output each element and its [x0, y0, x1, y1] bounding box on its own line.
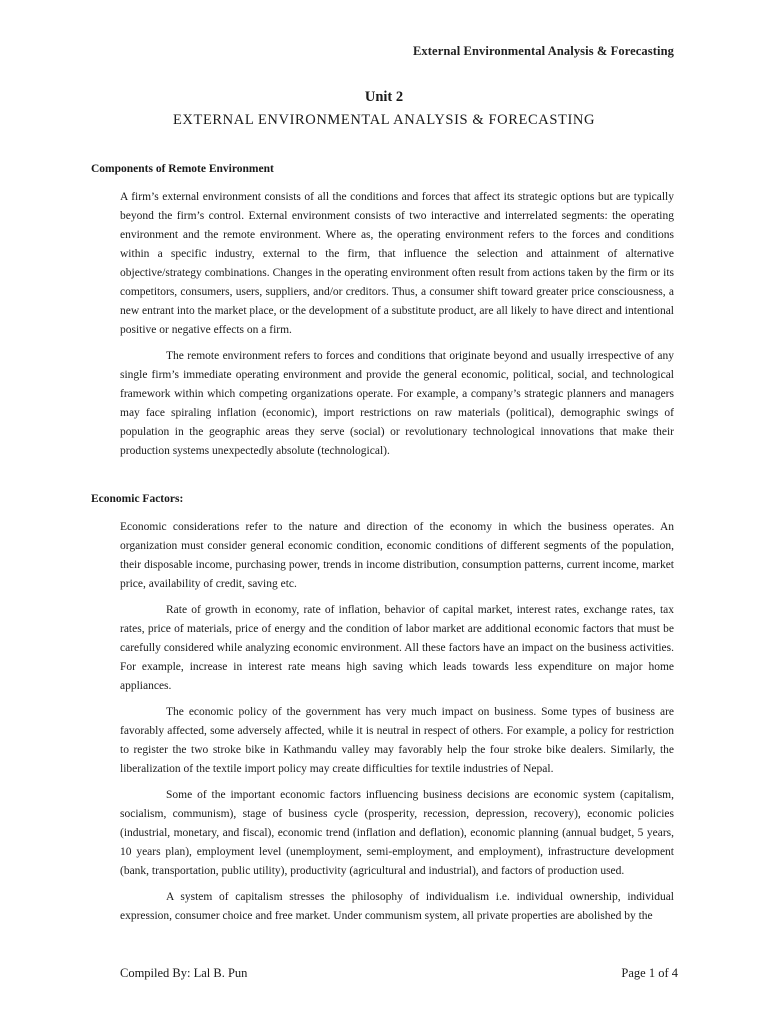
paragraph: The economic policy of the government has very much impact on business. Some types of business are favorably affected, some adversely affected, while it is neutral in respect of others. For example, a policy for restriction to register the two stroke bike in Kathmandu valley may favorably help the four stroke bike dealers. Similarly, the liberalization of the textile import policy may create difficulties for textile industries of Nepal.: [120, 706, 674, 775]
paragraph: Rate of growth in economy, rate of inflation, behavior of capital market, interest rates, exchange rates, tax rates, price of materials, price of energy and the condition of labor market are additional economic factors that must be carefully considered while analyzing economic environment. All these factors have an impact on the business activities. For example, increase in interest rate means high saving which leads towards less expenditure on major home appliances.: [120, 604, 674, 692]
page-title: EXTERNAL ENVIRONMENTAL ANALYSIS & FORECASTING: [172, 112, 596, 128]
paragraph: A system of capitalism stresses the philosophy of individualism i.e. individual ownership, individual expression, consumer choice and free market. Under communism system, all private properties are abolished by the: [120, 891, 674, 922]
paragraph: A firm’s external environment consists of all the conditions and forces that affect its strategic options but are typically beyond the firm’s control. External environment consists of two interactive and interrelated segments: the operating environment and the remote environment. Where as, the operating environment refers to the forces and conditions within a specific industry, external to the firm, that influence the selection and attainment of alternative objective/strategy combinations. Changes in the operating environment often result from actions taken by the firm or its competitors, consumers, users, suppliers, and/or creditors. Thus, a consumer shift toward greater price consciousness, a new entrant into the market place, or the development of a substitute product, are all likely to have direct and intentional positive or negative effects on a firm.: [120, 191, 674, 336]
footer-compiled-by: Compiled By: Lal B. Pun: [120, 966, 248, 980]
section-heading-economic: Economic Factors:: [91, 493, 184, 505]
paragraph: Some of the important economic factors influencing business decisions are economic system (capitalism, socialism, communism), stage of business cycle (prosperity, recession, depression, recovery), economic policies (industrial, monetary, and fiscal), economic trend (inflation and deflation), economic planning (annual budget, 5 years, 10 years plan), employment level (unemployment, semi-employment, and employment), infrastructure development (bank, transportation, public utility), productivity (agricultural and industrial), and factors of production used.: [120, 789, 674, 877]
paragraph: The remote environment refers to forces and conditions that originate beyond and usually irrespective of any single firm’s immediate operating environment and provide the general economic, political, social, and technological framework within which competing organizations operate. For example, a company’s strategic planners and managers may face spiraling inflation (economic), import restrictions on raw materials (political), demographic swings of population in the geographic areas they serve (social) or revolutionary technological innovations that make their production systems unexpectedly absolute (technological).: [120, 350, 674, 457]
running-header: External Environmental Analysis & Forecasting: [413, 44, 674, 58]
footer-page-number: Page 1 of 4: [621, 966, 678, 980]
paragraph: Economic considerations refer to the nature and direction of the economy in which the business operates. An organization must consider general economic condition, economic conditions of different segments of the population, their disposable income, purchasing power, trends in income distribution, consumption patterns, current income, market price, availability of credit, saving etc.: [120, 521, 674, 590]
unit-label: Unit 2: [364, 89, 404, 105]
section-heading-remote: Components of Remote Environment: [91, 163, 274, 175]
section-body-economic: [120, 518, 674, 933]
section-body-remote: [120, 188, 674, 468]
